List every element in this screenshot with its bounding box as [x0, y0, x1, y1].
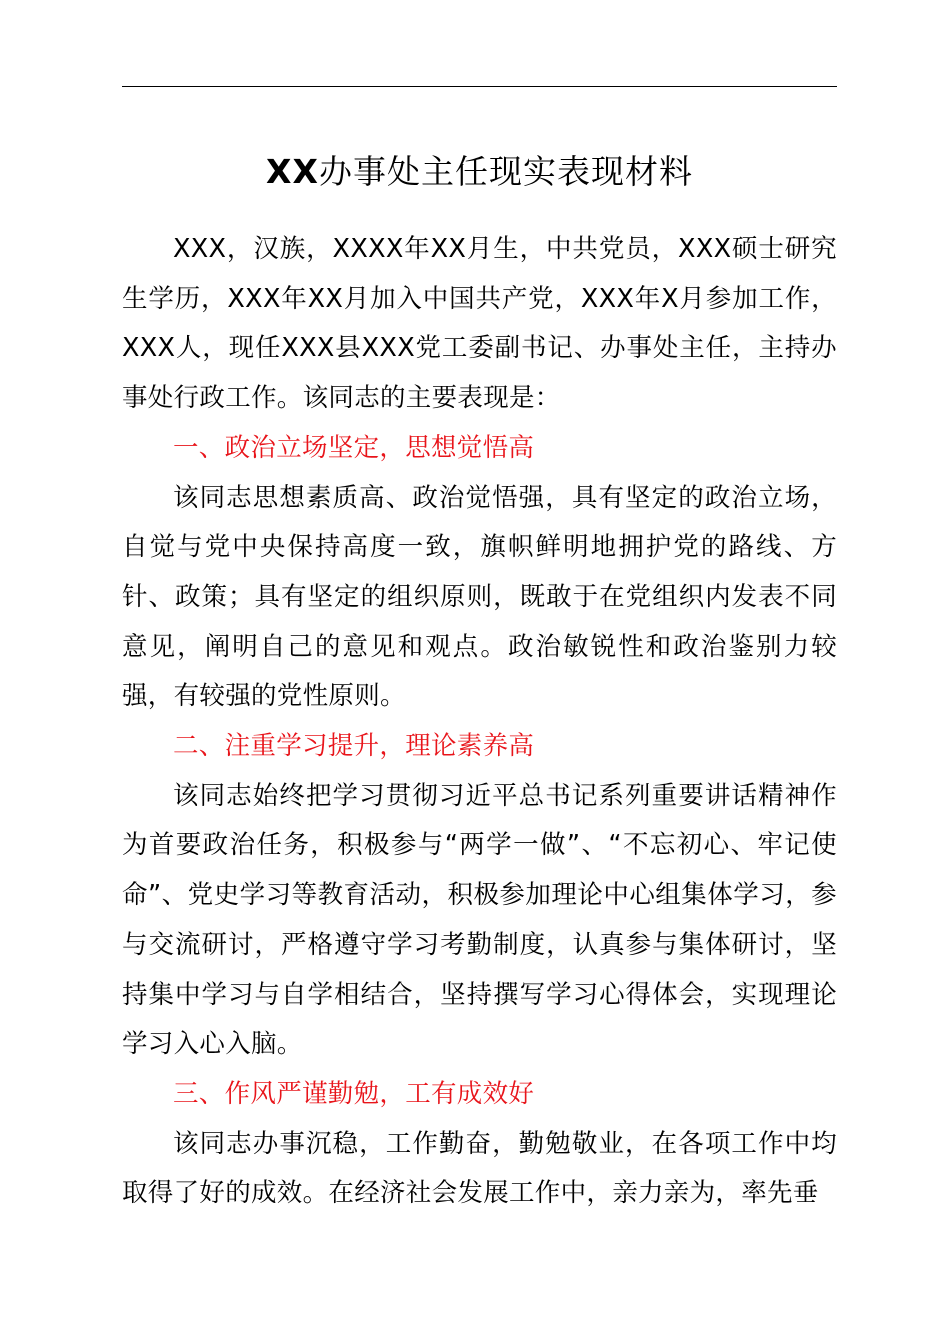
- section-heading-1: 一、政治立场坚定，思想觉悟高: [173, 432, 535, 463]
- intro-paragraph: XXX，汉族，XXXX年XX月生，中共党员，XXX硕士研究生学历，XXX年XX月加入中国共产党，XXX年X月参加工作，XXX人，现任XXX县XXX党工委副书记、办事处主任，主持办事处行政工作。该同志的主要表现是：: [122, 234, 837, 414]
- title-text: 办事处主任现实表现材料: [318, 152, 693, 191]
- document-body: [122, 225, 837, 1219]
- section-body-1: 该同志思想素质高、政治觉悟强，具有坚定的政治立场，自觉与党中央保持高度一致，旗帜鲜明地拥护党的路线、方针、政策；具有坚定的组织原则，既敢于在党组织内发表不同意见，阐明自己的意见和观点。政治敏锐性和政治鉴别力较强，有较强的党性原则。: [122, 482, 837, 712]
- document-title: [122, 150, 837, 194]
- section-body-3: 该同志办事沉稳，工作勤奋，勤勉敬业，在各项工作中均取得了好的成效。在经济社会发展工作中，亲力亲为，率先垂: [122, 1128, 837, 1209]
- section-body-2: 该同志始终把学习贯彻习近平总书记系列重要讲话精神作为首要政治任务，积极参与“两学一做”、“不忘初心、牢记使命”、党史学习等教育活动，积极参加理论中心组集体学习，参与交流研讨，严格遵守学习考勤制度，认真参与集体研讨，坚持集中学习与自学相结合，坚持撰写学习心得体会，实现理论学习入心入脑。: [122, 780, 837, 1060]
- section-heading-3: 三、作风严谨勤勉，工有成效好: [173, 1078, 535, 1109]
- title-prefix: XX: [266, 152, 319, 191]
- section-heading-2: 二、注重学习提升，理论素养高: [173, 731, 535, 762]
- header-rule: [122, 86, 837, 87]
